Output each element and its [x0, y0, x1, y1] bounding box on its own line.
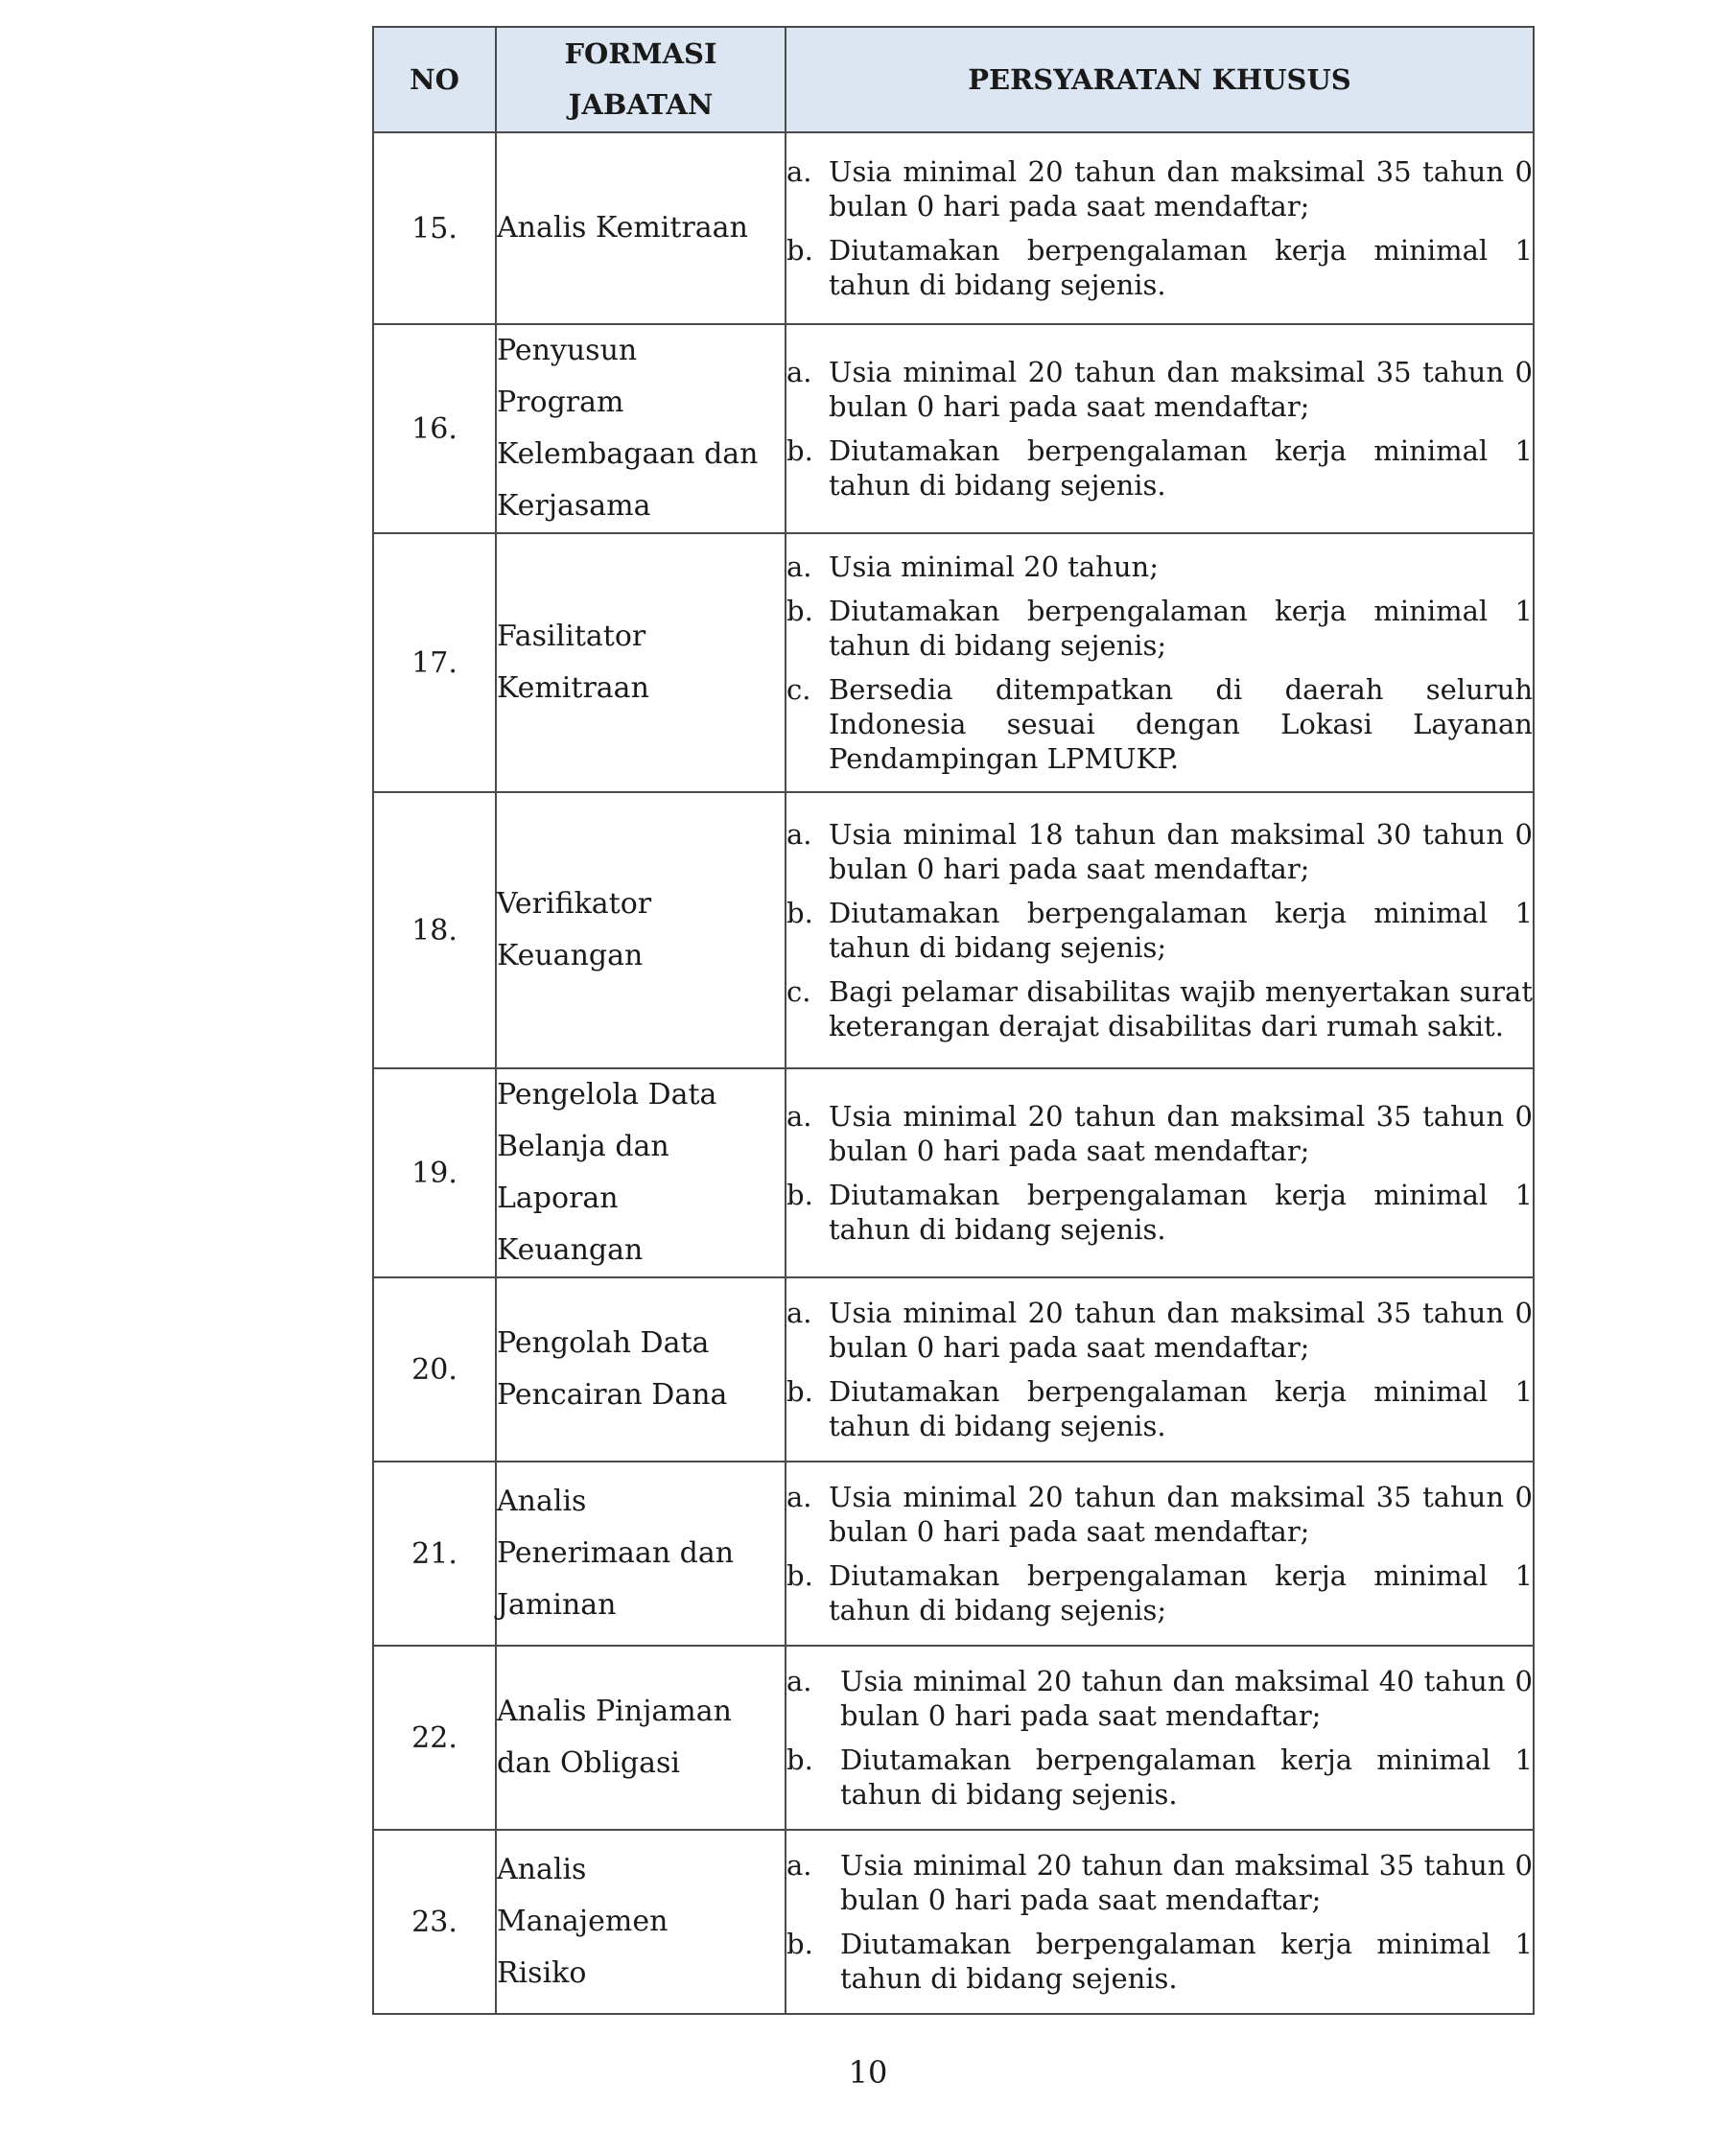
- table-row: [373, 1277, 1534, 1462]
- requirement-text: Diutamakan berpengalaman kerja minimal 1 tahun di bidang sejenis.: [829, 1375, 1533, 1442]
- requirement-text: Diutamakan berpengalaman kerja minimal 1 tahun di bidang sejenis.: [829, 1179, 1533, 1246]
- requirement-marker: a.: [786, 1481, 812, 1513]
- requirement-marker: a.: [786, 155, 812, 188]
- requirement-item: [786, 1664, 1533, 1733]
- position-line: Analis: [497, 1853, 587, 1886]
- requirement-text: Diutamakan berpengalaman kerja minimal 1 tahun di bidang sejenis.: [829, 434, 1533, 502]
- requirements-list: [786, 1099, 1533, 1247]
- requirement-item: [786, 433, 1533, 503]
- row-number: 23.: [373, 1830, 496, 2014]
- position-name: [496, 792, 786, 1068]
- table-header: [373, 27, 1534, 132]
- requirement-marker: b.: [786, 1375, 813, 1408]
- position-line: Analis Kemitraan: [497, 211, 748, 245]
- header-formasi-line1: FORMASI: [564, 37, 717, 70]
- position-line: Kelembagaan dan: [497, 437, 759, 471]
- requirement-item: [786, 154, 1533, 223]
- requirements-cell: [786, 132, 1534, 324]
- requirements-cell: [786, 1646, 1534, 1830]
- position-line: Pengelola Data: [497, 1078, 717, 1111]
- position-line: Analis: [497, 1485, 587, 1518]
- requirements-list: [786, 154, 1533, 302]
- row-number: 20.: [373, 1277, 496, 1462]
- requirement-text: Usia minimal 20 tahun dan maksimal 35 tahun 0 bulan 0 hari pada saat mendaftar;: [829, 155, 1533, 222]
- requirement-item: [786, 817, 1533, 886]
- requirement-text: Bersedia ditempatkan di daerah seluruh Indonesia sesuai dengan Lokasi Layanan Pendampingan LPMUKP.: [829, 673, 1533, 775]
- requirement-item: [786, 355, 1533, 424]
- requirement-item: [786, 233, 1533, 302]
- requirement-marker: b.: [786, 1179, 813, 1211]
- requirement-text: Bagi pelamar disabilitas wajib menyertakan surat keterangan derajat disabilitas dari rumah sakit.: [829, 975, 1533, 1042]
- position-line: dan Obligasi: [497, 1746, 681, 1780]
- position-line: Pencairan Dana: [497, 1378, 728, 1412]
- position-line: Fasilitator: [497, 620, 646, 653]
- position-name: [496, 1830, 786, 2014]
- position-line: Penerimaan dan: [497, 1536, 735, 1570]
- requirement-item: [786, 1927, 1533, 1996]
- requirement-marker: a.: [786, 1665, 812, 1697]
- requirement-marker: a.: [786, 818, 812, 851]
- table-body: [373, 132, 1534, 2014]
- table-row: [373, 1462, 1534, 1646]
- row-number: 22.: [373, 1646, 496, 1830]
- requirement-marker: a.: [786, 550, 812, 583]
- requirements-cell: [786, 324, 1534, 533]
- requirement-text: Diutamakan berpengalaman kerja minimal 1 tahun di bidang sejenis.: [840, 1928, 1533, 1995]
- requirement-item: [786, 974, 1533, 1043]
- position-line: Program: [497, 386, 624, 419]
- header-no: NO: [373, 27, 496, 132]
- position-name: [496, 324, 786, 533]
- requirement-marker: a.: [786, 1849, 812, 1882]
- requirement-marker: b.: [786, 595, 813, 627]
- table-row: [373, 324, 1534, 533]
- header-persyaratan-khusus: PERSYARATAN KHUSUS: [786, 27, 1534, 132]
- requirement-marker: c.: [786, 673, 811, 706]
- position-name: [496, 533, 786, 792]
- requirement-item: [786, 1480, 1533, 1549]
- requirement-marker: b.: [786, 1743, 813, 1776]
- requirement-item: [786, 896, 1533, 965]
- requirements-list: [786, 817, 1533, 1043]
- requirement-marker: b.: [786, 434, 813, 467]
- requirement-text: Diutamakan berpengalaman kerja minimal 1 tahun di bidang sejenis;: [829, 897, 1533, 964]
- requirement-marker: b.: [786, 1559, 813, 1592]
- position-line: Manajemen: [497, 1905, 669, 1938]
- requirement-item: [786, 1848, 1533, 1917]
- requirement-marker: a.: [786, 356, 812, 388]
- page-number: 10: [848, 2054, 888, 2091]
- requirements-cell: [786, 1277, 1534, 1462]
- row-number: 21.: [373, 1462, 496, 1646]
- requirement-marker: c.: [786, 975, 811, 1008]
- requirements-list: [786, 550, 1533, 776]
- position-name: [496, 1646, 786, 1830]
- position-name: [496, 1277, 786, 1462]
- requirements-table: [372, 26, 1535, 2015]
- requirement-text: Usia minimal 20 tahun dan maksimal 35 tahun 0 bulan 0 hari pada saat mendaftar;: [829, 1481, 1533, 1548]
- position-name: [496, 1462, 786, 1646]
- requirement-text: Usia minimal 20 tahun;: [829, 550, 1159, 583]
- table-row: [373, 132, 1534, 324]
- requirements-list: [786, 1848, 1533, 1996]
- position-line: Penyusun: [497, 334, 638, 367]
- position-name: [496, 132, 786, 324]
- position-line: Keuangan: [497, 1233, 644, 1267]
- table-row: [373, 1830, 1534, 2014]
- requirements-list: [786, 1664, 1533, 1812]
- position-line: Kerjasama: [497, 489, 651, 523]
- requirement-marker: a.: [786, 1297, 812, 1329]
- requirement-text: Diutamakan berpengalaman kerja minimal 1 tahun di bidang sejenis;: [829, 1559, 1533, 1626]
- requirement-text: Diutamakan berpengalaman kerja minimal 1 tahun di bidang sejenis.: [829, 234, 1533, 301]
- requirement-text: Usia minimal 20 tahun dan maksimal 35 tahun 0 bulan 0 hari pada saat mendaftar;: [829, 1100, 1533, 1167]
- requirements-cell: [786, 1068, 1534, 1277]
- row-number: 19.: [373, 1068, 496, 1277]
- requirement-marker: b.: [786, 234, 813, 267]
- position-line: Belanja dan: [497, 1130, 669, 1163]
- requirement-text: Usia minimal 20 tahun dan maksimal 40 tahun 0 bulan 0 hari pada saat mendaftar;: [840, 1665, 1533, 1732]
- requirements-list: [786, 1296, 1533, 1443]
- requirements-list: [786, 355, 1533, 503]
- requirement-item: [786, 1178, 1533, 1247]
- requirements-cell: [786, 533, 1534, 792]
- header-formasi-jabatan: [496, 27, 786, 132]
- row-number: 18.: [373, 792, 496, 1068]
- position-line: Keuangan: [497, 939, 644, 972]
- position-line: Kemitraan: [497, 671, 649, 705]
- requirement-item: [786, 550, 1533, 584]
- position-line: Analis Pinjaman: [497, 1695, 732, 1728]
- table-row: [373, 1068, 1534, 1277]
- requirement-text: Diutamakan berpengalaman kerja minimal 1 tahun di bidang sejenis;: [829, 595, 1533, 662]
- position-line: Pengolah Data: [497, 1326, 710, 1360]
- position-line: Jaminan: [497, 1588, 617, 1622]
- requirement-text: Diutamakan berpengalaman kerja minimal 1 tahun di bidang sejenis.: [840, 1743, 1533, 1811]
- requirements-list: [786, 1480, 1533, 1627]
- position-name: [496, 1068, 786, 1277]
- requirements-cell: [786, 792, 1534, 1068]
- requirements-cell: [786, 1462, 1534, 1646]
- position-line: Risiko: [497, 1956, 587, 1990]
- requirement-marker: a.: [786, 1100, 812, 1133]
- position-line: Laporan: [497, 1181, 619, 1215]
- requirement-item: [786, 1296, 1533, 1365]
- requirement-item: [786, 1099, 1533, 1168]
- requirement-item: [786, 1743, 1533, 1812]
- requirement-text: Usia minimal 20 tahun dan maksimal 35 tahun 0 bulan 0 hari pada saat mendaftar;: [840, 1849, 1533, 1916]
- row-number: 16.: [373, 324, 496, 533]
- row-number: 15.: [373, 132, 496, 324]
- requirement-text: Usia minimal 18 tahun dan maksimal 30 tahun 0 bulan 0 hari pada saat mendaftar;: [829, 818, 1533, 885]
- row-number: 17.: [373, 533, 496, 792]
- requirement-marker: b.: [786, 1928, 813, 1960]
- table-row: [373, 533, 1534, 792]
- table-row: [373, 1646, 1534, 1830]
- requirement-item: [786, 594, 1533, 663]
- requirement-item: [786, 1374, 1533, 1443]
- requirements-cell: [786, 1830, 1534, 2014]
- table-row: [373, 792, 1534, 1068]
- requirement-item: [786, 1558, 1533, 1627]
- requirement-marker: b.: [786, 897, 813, 929]
- position-line: Verifikator: [497, 887, 652, 921]
- requirement-item: [786, 672, 1533, 776]
- requirement-text: Usia minimal 20 tahun dan maksimal 35 tahun 0 bulan 0 hari pada saat mendaftar;: [829, 1297, 1533, 1364]
- header-formasi-line2: JABATAN: [568, 88, 714, 121]
- requirement-text: Usia minimal 20 tahun dan maksimal 35 tahun 0 bulan 0 hari pada saat mendaftar;: [829, 356, 1533, 423]
